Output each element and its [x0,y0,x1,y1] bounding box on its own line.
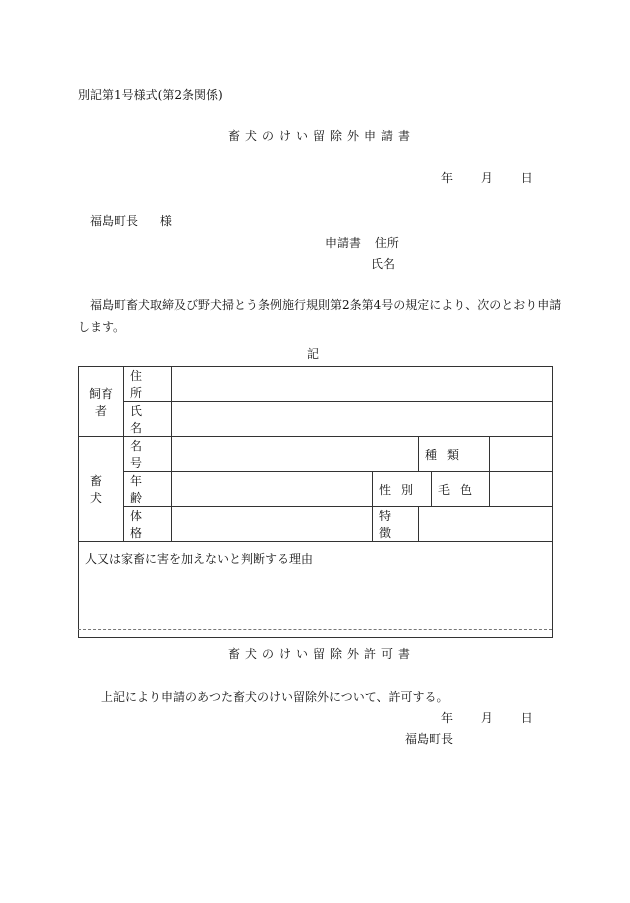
features-label: 特徴 [373,507,419,542]
owner-address-label: 住所 [124,367,172,402]
age-label: 年齢 [124,472,172,507]
permit-date [441,709,533,726]
owner-address-row [79,367,553,402]
age-field[interactable] [172,472,373,507]
document-title: 畜犬のけい留除外申請書 [228,129,416,143]
owner-name-label: 氏名 [124,402,172,437]
application-form-table [78,366,553,638]
date-day: 日 [520,171,533,185]
form-number: 別記第1号様式(第2条関係) [78,88,223,102]
permit-body: 上記により申請のあつた畜犬のけい留除外について、許可する。 [101,690,449,704]
permit-day: 日 [520,711,533,725]
build-label: 体格 [124,507,172,542]
owner-group-label: 飼育者 [79,367,124,437]
date-month: 月 [480,171,493,185]
build-field[interactable] [172,507,373,542]
cut-line-divider [78,629,552,630]
breed-field[interactable] [490,437,553,472]
applicant-address-line [325,234,399,251]
reason-label: 人又は家畜に害を加えないと判断する理由 [85,552,314,566]
permit-month: 月 [480,711,493,725]
dog-name-label: 名号 [124,437,172,472]
dog-name-field[interactable] [172,437,419,472]
applicant-name-label: 氏名 [371,257,396,271]
body-text-line-1: 福島町畜犬取締及び野犬掃とう条例施行規則第2条第4号の規定により、次のとおり申請 [90,298,562,312]
applicant-address-label: 住所 [374,236,399,250]
permit-issuer: 福島町長 [405,732,454,746]
dog-name-row [79,437,553,472]
owner-name-row [79,402,553,437]
application-date [441,169,533,186]
breed-label: 種類 [419,437,490,472]
dog-build-row [79,507,553,542]
addressee-name: 福島町長 [90,214,139,228]
dog-group-label: 畜犬 [79,437,124,542]
reason-row [79,542,553,638]
coat-color-field[interactable] [490,472,553,507]
body-text-line-2: します。 [78,320,126,334]
dog-age-row [79,472,553,507]
date-year: 年 [441,171,454,185]
applicant-label: 申請書 [325,236,362,250]
permit-year: 年 [441,711,454,725]
owner-address-field[interactable] [172,367,553,402]
note-heading: 記 [307,347,320,361]
coat-color-label: 毛色 [432,472,490,507]
permit-title: 畜犬のけい留除外許可書 [228,647,416,661]
owner-name-field[interactable] [172,402,553,437]
addressee-honorific: 様 [159,214,172,228]
addressee [90,212,172,229]
sex-label: 性別 [373,472,432,507]
features-field[interactable] [419,507,553,542]
reason-field[interactable] [79,542,553,638]
